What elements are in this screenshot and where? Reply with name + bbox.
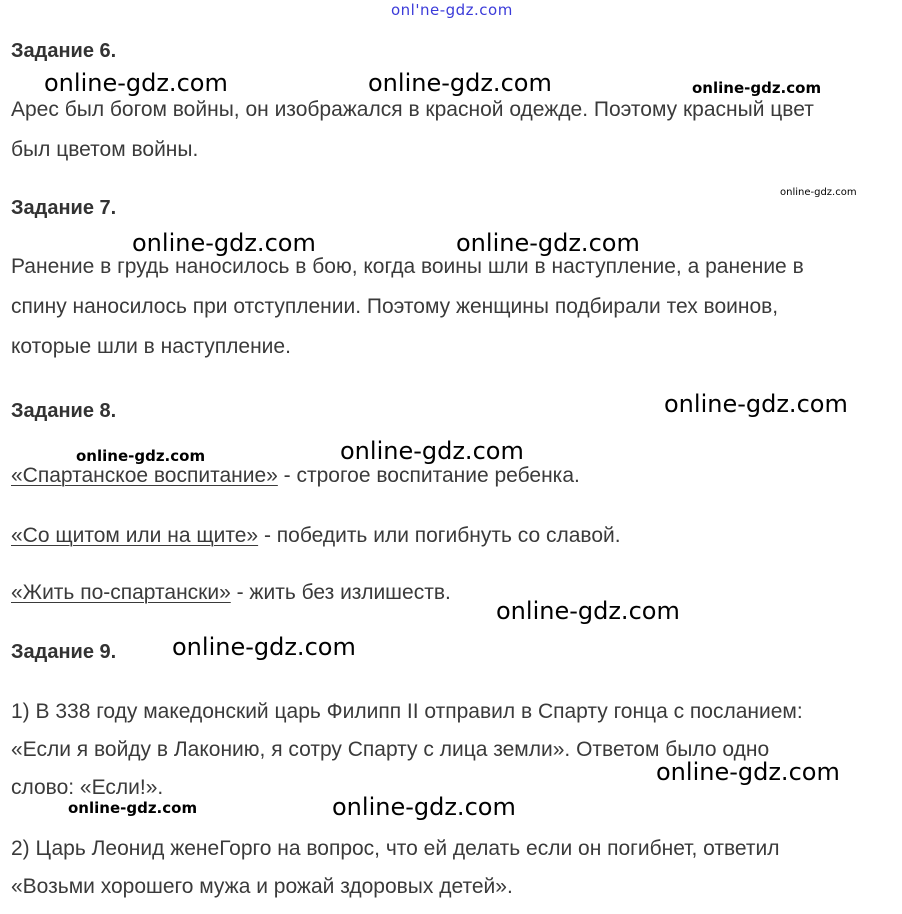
watermark: online-gdz.com (44, 69, 228, 97)
watermark: online-gdz.com (664, 390, 848, 418)
task-9-line-1: 1) В 338 году македонский царь Филипп II отправил в Спарту гонца с посланием: (11, 700, 803, 723)
task-9-line-4: 2) Царь Леонид женеГорго на вопрос, что ей делать если он погибнет, ответил (11, 837, 780, 860)
task-8-item-3 (11, 573, 451, 613)
watermark: online-gdz.com (76, 447, 206, 465)
watermark: online-gdz.com (692, 79, 822, 97)
task-8-heading: Задание 8. (11, 400, 117, 422)
task-7-line-1: Ранение в грудь наносилось в бою, когда воины шли в наступление, а ранение в (11, 255, 804, 278)
task-9-heading: Задание 9. (11, 641, 117, 663)
watermark: online-gdz.com (780, 187, 857, 198)
task-9-line-5: «Возьми хорошего мужа и рожай здоровых детей». (11, 875, 513, 898)
task-6-heading: Задание 6. (11, 40, 117, 62)
top-watermark: onl'ne-gdz.com (391, 1, 513, 19)
watermark: online-gdz.com (68, 799, 198, 817)
watermark: online-gdz.com (172, 633, 356, 661)
task-8-definition-3: - жить без излишеств. (230, 581, 451, 604)
task-8-term-3: «Жить по-спартански» (11, 581, 231, 604)
task-7-heading: Задание 7. (11, 197, 117, 219)
task-8-term-2: «Со щитом или на щите» (11, 524, 259, 547)
task-8-definition-1: - строгое воспитание ребенка. (277, 464, 580, 487)
task-9-line-3: слово: «Если!». (11, 776, 164, 799)
task-6-line-2: был цветом войны. (11, 138, 199, 161)
task-7-line-2: спину наносилось при отступлении. Поэтому женщины подбирали тех воинов, (11, 295, 779, 318)
watermark: online-gdz.com (656, 758, 840, 786)
task-6-line-1: Арес был богом войны, он изображался в красной одежде. Поэтому красный цвет (11, 98, 814, 121)
watermark: online-gdz.com (368, 69, 552, 97)
watermark: online-gdz.com (340, 437, 524, 465)
task-8-term-1: «Спартанское воспитание» (11, 464, 278, 487)
watermark: online-gdz.com (496, 597, 680, 625)
task-8-item-2 (11, 516, 621, 556)
watermark: online-gdz.com (332, 793, 516, 821)
task-8-definition-2: - победить или погибнуть со славой. (258, 524, 621, 547)
watermark: online-gdz.com (132, 229, 316, 257)
task-7-line-3: которые шли в наступление. (11, 335, 291, 358)
task-9-line-2: «Если я войду в Лаконию, я сотру Спарту с лица земли». Ответом было одно (11, 738, 770, 761)
watermark: online-gdz.com (456, 229, 640, 257)
